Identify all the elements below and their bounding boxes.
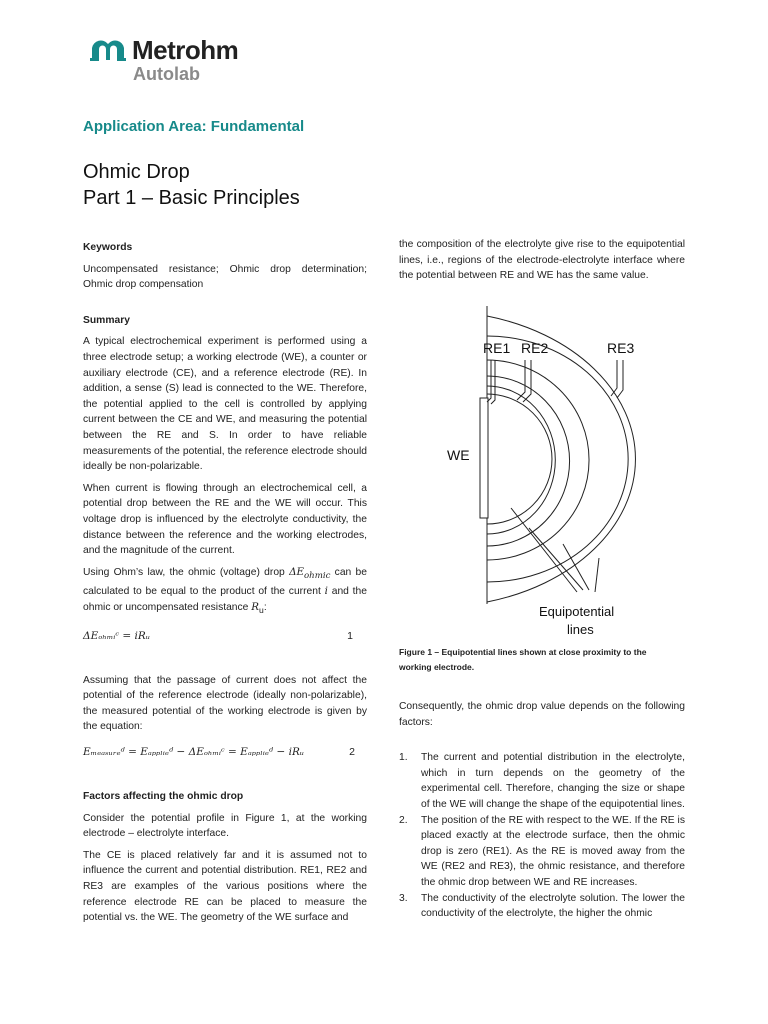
label-lines: lines xyxy=(567,622,594,636)
title-line-2: Part 1 – Basic Principles xyxy=(83,187,300,209)
re3-probe-inner xyxy=(617,360,623,398)
equation-1-number: 1 xyxy=(347,629,353,642)
right-column-top xyxy=(399,237,685,290)
arrow-line-1 xyxy=(511,508,577,592)
brand-name: Metrohm xyxy=(132,35,239,65)
application-area: Application Area: Fundamental xyxy=(83,118,305,135)
label-re1: RE1 xyxy=(483,340,511,356)
equation-1-text: ΔEₒₕₘᵢᶜ = iRᵤ xyxy=(83,629,151,642)
factors-heading: Factors affecting the ohmic drop xyxy=(83,790,244,802)
list-item: 3. The conductivity of the electrolyte solution. The lower the conductivity of the electrolyte, the higher the ohmic xyxy=(399,892,685,920)
equipotential-figure xyxy=(399,306,689,636)
left-column xyxy=(83,240,367,932)
re2-probe-inner xyxy=(523,360,531,402)
summary-heading: Summary xyxy=(83,314,130,326)
consequence-intro: Consequently, the ohmic drop value depends on the following factors: xyxy=(399,701,685,728)
factors-paragraph-2: The CE is placed relatively far and it is assumed not to influence the current and potential distribution. RE1, RE2 and RE3 are examples of the various positions where the reference electrode RE can be placed to measure the potential vs. the WE. The geometry of the WE surface and xyxy=(83,849,367,924)
summary-paragraph-4: Assuming that the passage of current does not affect the potential of the reference electrode (ideally non-polarizable), the measured potential of the working electrode is given by the equation: xyxy=(83,674,367,733)
factors-paragraph-1: Consider the potential profile in Figure 1, at the working electrode – electrolyte interface. xyxy=(83,812,367,840)
keywords-text: Uncompensated resistance; Ohmic drop determination; Ohmic drop compensation xyxy=(83,263,367,291)
arrow-line-4 xyxy=(595,558,599,592)
list-item: 1. The current and potential distribution in the electrolyte, which in turn depends on the geometry of the experimental cell. Therefore, changing the size or shape of the WE will change the shape of the equipotential lines. xyxy=(399,752,685,810)
sub-brand-name: Autolab xyxy=(133,64,200,84)
re1-probe xyxy=(487,360,491,402)
title-line-1: Ohmic Drop xyxy=(83,161,190,183)
working-electrode xyxy=(480,398,488,518)
summary-paragraph-3: Using Ohm’s law, the ohmic (voltage) drop $\Delta E_{ohmic}$ can be calculated to be equal to the product of the current i and the ohmic or uncompensated resistance $R_u$: xyxy=(83,565,368,615)
equipotential-arc-4 xyxy=(487,360,589,560)
summary-paragraph-2: When current is flowing through an electrochemical cell, a potential drop between the RE and the WE will occur. This voltage drop is influenced by the electrolyte conductivity, the distance between the reference and the working electrodes, and the magnitude of the current. xyxy=(83,482,367,557)
figure-caption: Figure 1 – Equipotential lines shown at close proximity to the working electrode. xyxy=(399,647,647,672)
summary-paragraph-1: A typical electrochemical experiment is performed using a three electrode setup; a working electrode (WE), a counter or auxiliary electrode (CE), and a reference electrode (RE). In addition, a sense (S) lead is connected to the WE. Therefore, the potential applied to the cell is controlled by applying current between the CE and WE, and measuring the potential between the RE and S. In order to have reliable measurements of the potential, the reference electrode should ideally be non-polarizable. xyxy=(83,336,367,473)
label-equipotential: Equipotential xyxy=(539,604,615,619)
factors-continuation: the composition of the electrolyte give rise to the equipotential lines, i.e., regions of the electrode-electrolyte interface where the potential between RE and WE has the same value. xyxy=(399,239,685,282)
page-title xyxy=(83,159,300,211)
re3-probe xyxy=(611,360,617,396)
arrow-line-2 xyxy=(529,528,583,590)
equation-2-number: 2 xyxy=(349,745,355,758)
equation-2 xyxy=(83,745,367,767)
label-re2: RE2 xyxy=(521,340,549,356)
equation-1 xyxy=(83,629,367,651)
metrohm-logo-icon xyxy=(88,34,128,62)
equipotential-arc-2 xyxy=(487,386,555,534)
equipotential-arc-6 xyxy=(487,316,635,602)
re1-probe-inner xyxy=(491,360,495,404)
factors-list xyxy=(399,750,685,922)
label-we: WE xyxy=(447,447,470,463)
keywords-heading: Keywords xyxy=(83,242,133,253)
label-re3: RE3 xyxy=(607,340,635,356)
list-item: 2. The position of the RE with respect to the WE. If the RE is placed exactly at the electrode surface, then the ohmic drop is zero (RE1). As the RE is moved away from the WE (RE2 and RE3), the ohmic resistance, and therefore the ohmic drop between WE and RE increases. xyxy=(399,814,685,888)
equipotential-arc-5 xyxy=(487,336,628,582)
right-column-lower xyxy=(399,699,685,922)
arrow-line-3 xyxy=(563,544,589,590)
equation-2-text: Eₘₑₐₛᵤᵣₑᵈ = Eₐₚₚₗᵢₑᵈ − ΔEₒₕₘᵢᶜ = Eₐₚₚₗᵢₑᵈ − iRᵤ xyxy=(83,745,305,758)
